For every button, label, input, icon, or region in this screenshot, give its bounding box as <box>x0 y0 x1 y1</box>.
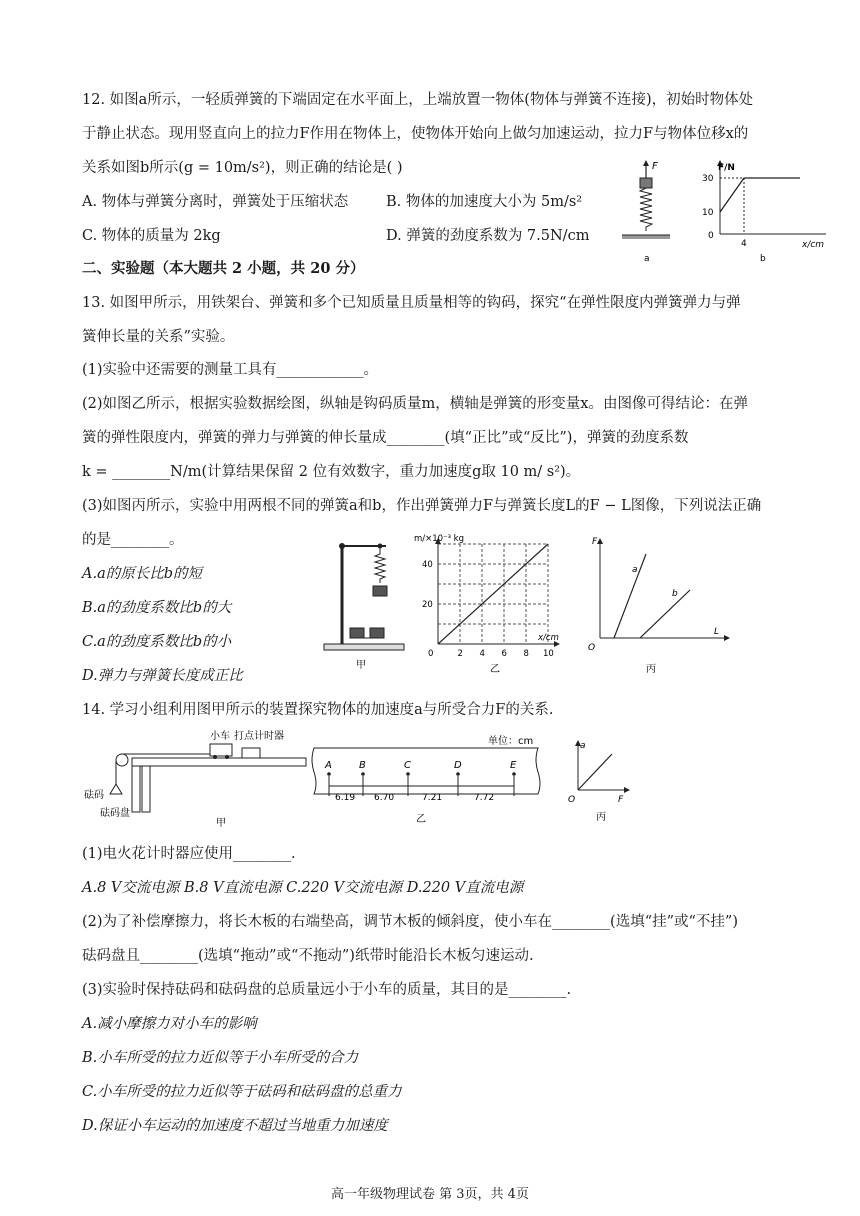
q13-part-1: (1)实验中还需要的测量工具有____________。 <box>82 362 379 378</box>
q14-part-1: (1)电火花计时器应使用________. <box>82 846 296 862</box>
q13-line-2: 簧伸长量的关系”实验。 <box>82 329 235 345</box>
yi-xlabel: x/cm <box>538 633 559 643</box>
q12-fig-a-caption: a <box>644 254 650 264</box>
q14-bing-origin: O <box>568 795 576 805</box>
q13-fig-bing-caption: 丙 <box>646 664 656 675</box>
q14-option-d: D.保证小车运动的加速度不超过当地重力加速度 <box>82 1118 388 1134</box>
yi-ylabel: m/×10⁻³ kg <box>414 534 464 544</box>
q12-fig-b-ylabel: F/N <box>718 163 735 173</box>
yi-xtick-10: 10 <box>543 649 554 659</box>
tape-point-c: C <box>404 760 411 771</box>
section-2-heading: 二、实验题（本大题共 2 小题，共 20 分） <box>82 260 365 277</box>
yi-data-line <box>438 544 548 644</box>
q14-fig-jia-caption: 甲 <box>216 818 226 829</box>
q13-part-2a: (2)如图乙所示，根据实验数据绘图，纵轴是钩码质量m，横轴是弹簧的形变量x。由图像可得结论：在弹 <box>82 396 748 412</box>
q13-part-2c: k = ________N/m(计算结果保留 2 位有效数字，重力加速度g取 10 m/ s²)。 <box>82 464 581 480</box>
q14-part-1-options: A.8 V交流电源 B.8 V直流电源 C.220 V交流电源 D.220 V直流电源 <box>82 880 524 896</box>
q14-figure-jia <box>80 722 312 830</box>
q12-line-3: 关系如图b所示(g = 10m/s²)，则正确的结论是( ) <box>82 160 403 176</box>
q13-line-1: 13. 如图甲所示，用铁架台、弹簧和多个已知质量且质量相等的钩码，探究“在弹性限度内弹簧弹力与弹 <box>82 295 741 311</box>
yi-ytick-40: 40 <box>422 560 433 570</box>
q14-fig-cart-label: 小车 <box>210 731 230 742</box>
q12-line-2: 于静止状态。现用竖直向上的拉力F作用在物体上，使物体开始向上做匀加速运动，拉力F与物体位移x的 <box>82 126 749 142</box>
q12-figure-b <box>700 158 830 268</box>
tape-dist-bc: 6.70 <box>374 793 395 803</box>
q12-fig-b-xlabel: x/cm <box>802 240 825 250</box>
q13-option-d: D.弹力与弹簧长度成正比 <box>82 668 243 684</box>
q12-fig-b-tick-10: 10 <box>702 208 714 218</box>
yi-ytick-20: 20 <box>422 600 433 610</box>
q12-fig-b-tick-30: 30 <box>702 174 714 184</box>
q13-part-3a: (3)如图丙所示，实验中用两根不同的弹簧a和b，作出弹簧弹力F与弹簧长度L的F − L图像，下列说法正确 <box>82 498 762 514</box>
q13-fig-yi-caption: 乙 <box>490 664 500 675</box>
tape-dist-cd: 7.21 <box>422 793 443 803</box>
q14-line-1: 14. 学习小组利用图甲所示的装置探究物体的加速度a与所受合力F的关系. <box>82 702 554 718</box>
q14-fig-bing-caption: 丙 <box>596 812 606 823</box>
q14-figure-bing <box>566 738 636 824</box>
q14-fig-weight-label: 砝码 <box>84 790 104 801</box>
bing-origin: O <box>588 643 596 653</box>
q12-option-a: A. 物体与弹簧分离时，弹簧处于压缩状态 <box>82 194 349 210</box>
tape-dist-ab: 6.19 <box>335 793 356 803</box>
q14-option-c: C.小车所受的拉力近似等于砝码和砝码盘的总重力 <box>82 1084 402 1100</box>
yi-xtick-6: 6 <box>501 649 507 659</box>
q13-figure-jia <box>322 536 410 678</box>
tape-dist-de: 7.72 <box>474 793 495 803</box>
q14-part-2b: 砝码盘且________(选填“拖动”或“不拖动”)纸带时能沿长木板匀速运动. <box>82 948 534 964</box>
tape-point-a: A <box>325 760 332 771</box>
q13-option-b: B.a的劲度系数比b的大 <box>82 600 232 616</box>
q12-fig-a-force-label: F <box>652 161 658 172</box>
q14-option-b: B.小车所受的拉力近似等于小车所受的合力 <box>82 1050 359 1066</box>
q14-bing-ylabel: a <box>580 741 586 751</box>
q12-fig-b-tick-0: 0 <box>708 231 714 241</box>
q14-part-3: (3)实验时保持砝码和砝码盘的总质量远小于小车的质量，其目的是________. <box>82 982 572 998</box>
page-footer: 高一年级物理试卷 第 3页，共 4页 <box>331 1187 529 1202</box>
q14-option-a: A.减小摩擦力对小车的影响 <box>82 1016 257 1032</box>
q14-fig-timer-label: 打点计时器 <box>234 731 284 742</box>
q13-fig-jia-caption: 甲 <box>356 660 366 671</box>
q12-line-1: 12. 如图a所示，一轻质弹簧的下端固定在水平面上，上端放置一物体(物体与弹簧不连接)，初始时物体处 <box>82 92 754 108</box>
tape-point-d: D <box>454 760 462 771</box>
q14-figure-yi <box>310 734 550 826</box>
q14-bing-xlabel: F <box>618 795 624 805</box>
q13-part-3b: 的是________。 <box>82 532 184 548</box>
q13-figure-yi-chart <box>410 532 570 680</box>
yi-xtick-4: 4 <box>479 649 485 659</box>
q12-option-d: D. 弹簧的劲度系数为 7.5N/cm <box>386 228 590 244</box>
q13-option-a: A.a的原长比b的短 <box>82 566 203 582</box>
tape-point-e: E <box>510 760 517 771</box>
yi-xtick-2: 2 <box>457 649 463 659</box>
q14-fig-tray-label: 砝码盘 <box>100 808 130 819</box>
q13-figure-bing <box>586 534 736 678</box>
bing-line-a: a <box>632 565 638 575</box>
q12-figure-a <box>612 158 692 268</box>
tape-point-b: B <box>359 760 366 771</box>
q12-option-c: C. 物体的质量为 2kg <box>82 228 221 244</box>
bing-ylabel: F <box>592 537 598 547</box>
q13-part-2b: 簧的弹性限度内，弹簧的弹力与弹簧的伸长量成________(填“正比”或“反比”)，弹簧的劲度系数 <box>82 430 689 446</box>
bing-line-b: b <box>672 589 678 599</box>
q12-fig-b-tick-x: 4 <box>741 239 747 249</box>
q14-fig-yi-caption: 乙 <box>416 814 426 825</box>
q12-fig-b-caption: b <box>760 254 766 264</box>
q14-fig-yi-unit: 单位：cm <box>488 736 534 747</box>
q12-option-b: B. 物体的加速度大小为 5m/s² <box>386 194 583 210</box>
q14-part-2a: (2)为了补偿摩擦力，将长木板的右端垫高，调节木板的倾斜度，使小车在________(选填“挂”或“不挂”) <box>82 914 739 930</box>
q13-option-c: C.a的劲度系数比b的小 <box>82 634 232 650</box>
bing-xlabel: L <box>714 627 720 637</box>
yi-ytick-0: 0 <box>428 649 434 659</box>
yi-xtick-8: 8 <box>523 649 529 659</box>
